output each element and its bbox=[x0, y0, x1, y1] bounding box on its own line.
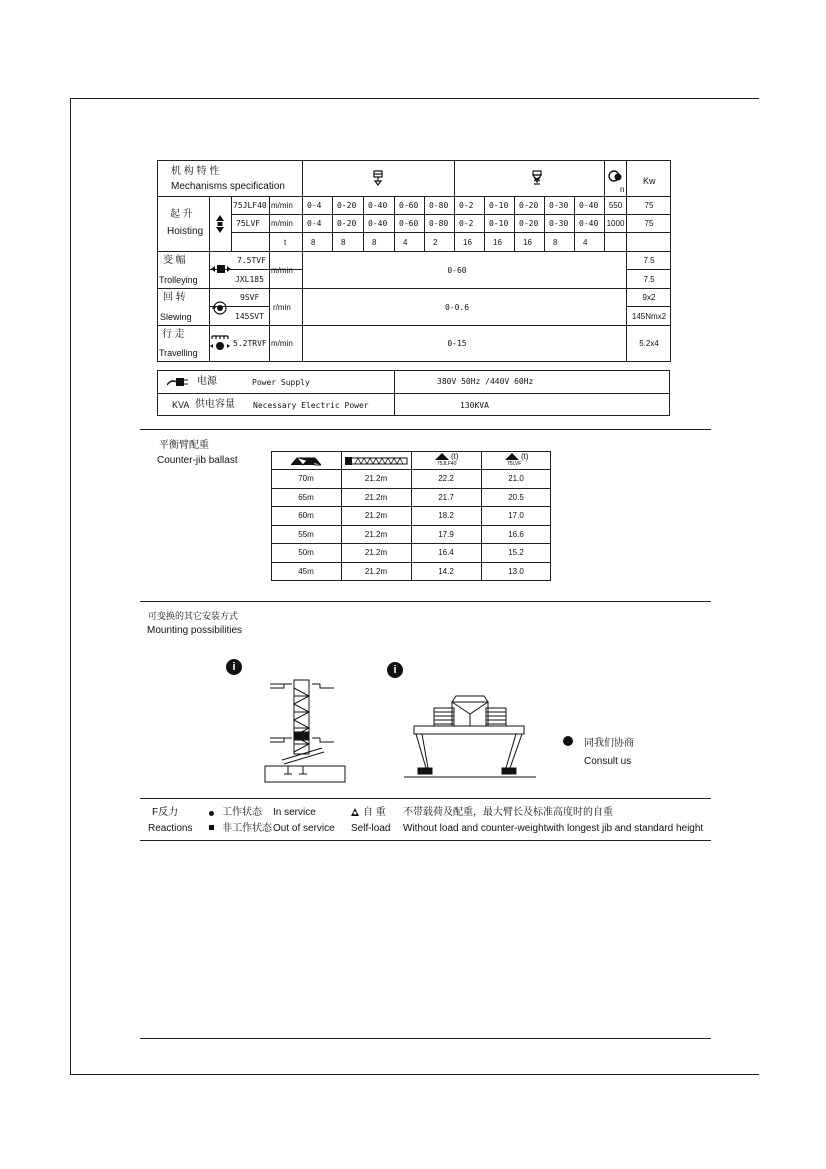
power-kva: KVA bbox=[172, 400, 190, 410]
out-service-en: Out of service bbox=[273, 823, 335, 834]
trolley-model-1: 7.5TVF bbox=[237, 256, 266, 265]
power-supply-value: 380V 50Hz /440V 60Hz bbox=[437, 377, 534, 386]
hoist-load-cell: 8 bbox=[372, 238, 377, 247]
mounting-title-cn: 可变换的其它安装方式 bbox=[148, 611, 239, 621]
reactions-f-cn: F反力 bbox=[152, 807, 179, 818]
power-capacity-value: 130KVA bbox=[460, 401, 489, 410]
trolleying-label-cn: 变 幅 bbox=[163, 255, 186, 266]
hoist-load-cell: 2 bbox=[433, 238, 438, 247]
hoist-speed-cell: 0-10 bbox=[489, 219, 509, 228]
self-load-note-en: Without load and counter-weightwith longest jib and standard height bbox=[403, 823, 704, 834]
hoist-speed-cell: 0-30 bbox=[549, 219, 569, 228]
ballast-cell: 65m bbox=[298, 492, 314, 502]
hoisting-label-en: Hoisting bbox=[167, 226, 204, 237]
power-supply-cn: 电源 bbox=[197, 376, 217, 387]
ballast-head-model-2: 75LVF bbox=[507, 461, 522, 467]
trolley-kw-2: 7.5 bbox=[643, 275, 655, 284]
motor-speed-icon bbox=[608, 168, 624, 184]
hoist-speed-cell: 0-20 bbox=[337, 201, 357, 210]
ballast-cell: 45m bbox=[298, 566, 314, 576]
hoist-speed-cell: 0-20 bbox=[519, 219, 539, 228]
slew-kw-1: 9x2 bbox=[642, 293, 656, 302]
hoist-load-cell: 16 bbox=[523, 238, 532, 247]
ballast-cell: 17.0 bbox=[508, 511, 524, 520]
trolley-model-2: JXL185 bbox=[235, 275, 264, 284]
trolley-unit: m/min bbox=[271, 266, 293, 275]
slew-model-2: 145SVT bbox=[235, 312, 264, 321]
portal-gantry-drawing bbox=[404, 692, 536, 782]
hoist-speed-cell: 0-40 bbox=[368, 201, 388, 210]
divider bbox=[140, 429, 711, 430]
consult-cn: 同我们协商 bbox=[584, 738, 634, 749]
ballast-table bbox=[271, 451, 551, 581]
ballast-cell: 18.2 bbox=[438, 511, 454, 520]
ballast-cell: 55m bbox=[298, 529, 314, 539]
weight-icon-2 bbox=[505, 453, 519, 461]
counter-jib-icon bbox=[345, 456, 409, 466]
divider bbox=[140, 1038, 711, 1039]
hoist-speed-cell: 0-80 bbox=[429, 201, 449, 210]
hoist-speed-cell: 0-4 bbox=[307, 201, 322, 210]
mech-title-en: Mechanisms specification bbox=[171, 181, 285, 192]
mech-title-cn: 机 构 特 性 bbox=[171, 166, 220, 177]
slew-unit: r/min bbox=[273, 303, 291, 312]
hoist-model-2: 75LVF bbox=[236, 219, 261, 228]
self-load-cn: 自 重 bbox=[363, 807, 386, 818]
hoist-speed-cell: 0-10 bbox=[489, 201, 509, 210]
tower-mounting-drawing bbox=[262, 678, 348, 784]
hoist-speed-cell: 0-2 bbox=[459, 219, 474, 228]
hoist-kw-cell: 75 bbox=[644, 201, 654, 210]
up-down-arrow-icon bbox=[214, 214, 226, 234]
mechanisms-table bbox=[157, 160, 671, 362]
ballast-cell: 21.2m bbox=[364, 511, 388, 520]
power-capacity-cn: 供电容量 bbox=[195, 399, 235, 410]
out-service-square-icon bbox=[209, 825, 214, 830]
power-capacity-en: Necessary Electric Power bbox=[253, 401, 369, 410]
hook-light-icon bbox=[372, 170, 384, 186]
hoist-speed-cell: 0-2 bbox=[459, 201, 474, 210]
power-supply-en: Power Supply bbox=[252, 378, 310, 387]
slew-model-1: 9SVF bbox=[240, 293, 260, 302]
col-n: n bbox=[620, 185, 625, 194]
ballast-cell: 21.2m bbox=[364, 566, 388, 576]
hoist-speed-cell: 0-40 bbox=[368, 219, 388, 228]
hoist-speed-cell: 0-40 bbox=[579, 219, 599, 228]
hoist-kw-cell: 75 bbox=[644, 219, 654, 228]
ballast-cell: 14.2 bbox=[438, 566, 454, 576]
in-service-dot-icon bbox=[209, 811, 214, 816]
in-service-cn: 工作状态 bbox=[222, 807, 262, 818]
slew-kw-2: 145Nmx2 bbox=[631, 312, 667, 321]
travel-unit: m/min bbox=[271, 339, 293, 348]
divider bbox=[140, 601, 711, 602]
self-load-en: Self-load bbox=[351, 823, 391, 834]
travelling-label-cn: 行 走 bbox=[162, 329, 185, 340]
slewing-label-en: Slewing bbox=[160, 312, 192, 322]
hoisting-label-cn: 起 升 bbox=[170, 209, 193, 220]
hoist-load-cell: 8 bbox=[341, 238, 346, 247]
ballast-cell: 16.6 bbox=[508, 529, 524, 539]
ballast-cell: 21.7 bbox=[438, 492, 454, 502]
info-icon: i bbox=[226, 659, 242, 675]
travel-rail-icon bbox=[210, 334, 230, 352]
hoist-model-1: 75JLF40 bbox=[233, 201, 267, 210]
jib-truss-icon bbox=[291, 457, 321, 466]
hoist-load-cell: 4 bbox=[403, 238, 408, 247]
hoist-speed-cell: 0-60 bbox=[399, 219, 419, 228]
hoist-speed-cell: 0-60 bbox=[399, 201, 419, 210]
travel-kw: 5.2x4 bbox=[639, 339, 659, 348]
trolley-arrows-icon bbox=[211, 264, 231, 274]
ballast-head-t-2: (t) bbox=[521, 452, 529, 461]
in-service-en: In service bbox=[273, 807, 316, 818]
hoist-load-cell: 8 bbox=[553, 238, 558, 247]
hook-heavy-icon bbox=[531, 170, 543, 186]
ballast-cell: 70m bbox=[298, 474, 314, 483]
hoist-n-cell: 550 bbox=[608, 201, 623, 210]
ballast-title-en: Counter-jib ballast bbox=[157, 455, 238, 466]
power-plug-icon bbox=[167, 376, 189, 388]
ballast-title-cn: 平衡臂配重 bbox=[159, 440, 209, 451]
ballast-cell: 50m bbox=[298, 548, 314, 557]
ballast-cell: 15.2 bbox=[508, 548, 524, 557]
travel-model: 5.2TRVF bbox=[233, 339, 267, 348]
trolley-kw-1: 7.5 bbox=[643, 256, 655, 265]
hoist-speed-cell: 0-30 bbox=[549, 201, 569, 210]
reactions-f-en: Reactions bbox=[148, 823, 193, 834]
slewing-rotation-icon bbox=[212, 300, 228, 316]
ballast-cell: 17.9 bbox=[438, 529, 454, 539]
out-service-cn: 非工作状态 bbox=[222, 823, 272, 834]
consult-bullet-icon bbox=[563, 736, 573, 746]
hoist-n-cell: 1000 bbox=[606, 219, 625, 228]
ballast-cell: 13.0 bbox=[508, 566, 524, 576]
consult-en: Consult us bbox=[584, 756, 632, 767]
trolleying-label-en: Trolleying bbox=[159, 275, 198, 285]
hoist-load-cell: 16 bbox=[493, 238, 502, 247]
hoist-load-cell: 4 bbox=[583, 238, 588, 247]
hoist-unit-2: m/min bbox=[271, 219, 293, 228]
ballast-cell: 20.5 bbox=[508, 492, 524, 502]
hoist-load-cell: 8 bbox=[311, 238, 316, 247]
mounting-title-en: Mounting possibilities bbox=[147, 625, 243, 636]
ballast-cell: 21.2m bbox=[364, 492, 388, 502]
ballast-cell: 21.2m bbox=[364, 548, 388, 557]
hoist-load-cell: 16 bbox=[463, 238, 472, 247]
hoist-speed-cell: 0-20 bbox=[519, 201, 539, 210]
self-load-icon bbox=[350, 807, 360, 817]
hoist-speed-cell: 0-80 bbox=[429, 219, 449, 228]
divider bbox=[140, 840, 711, 841]
ballast-cell: 60m bbox=[298, 511, 314, 520]
ballast-cell: 16.4 bbox=[438, 548, 454, 557]
hoist-speed-cell: 0-4 bbox=[307, 219, 322, 228]
ballast-cell: 21.2m bbox=[364, 474, 388, 483]
ballast-cell: 21.2m bbox=[364, 529, 388, 539]
ballast-head-t-1: (t) bbox=[451, 452, 459, 461]
trolley-speed: 0-60 bbox=[447, 266, 467, 275]
ballast-cell: 21.0 bbox=[508, 474, 524, 483]
hoist-speed-cell: 0-20 bbox=[337, 219, 357, 228]
col-kw: Kw bbox=[643, 176, 656, 186]
slew-speed: 0-0.6 bbox=[444, 303, 470, 312]
hoist-speed-cell: 0-40 bbox=[579, 201, 599, 210]
power-table bbox=[157, 370, 670, 416]
divider bbox=[140, 798, 711, 799]
info-icon: i bbox=[387, 662, 403, 678]
hoist-loads-label: t bbox=[284, 238, 287, 247]
slewing-label-cn: 回 转 bbox=[163, 292, 186, 303]
self-load-note-cn: 不带载荷及配重，最大臂长及标准高度时的自重 bbox=[403, 807, 613, 818]
weight-icon-1 bbox=[435, 453, 449, 461]
travelling-label-en: Travelling bbox=[159, 348, 198, 358]
ballast-cell: 22.2 bbox=[438, 474, 454, 483]
travel-speed: 0-15 bbox=[447, 339, 467, 348]
ballast-head-model-1: 75JLF40 bbox=[437, 461, 457, 467]
hoist-unit-1: m/min bbox=[271, 201, 293, 210]
